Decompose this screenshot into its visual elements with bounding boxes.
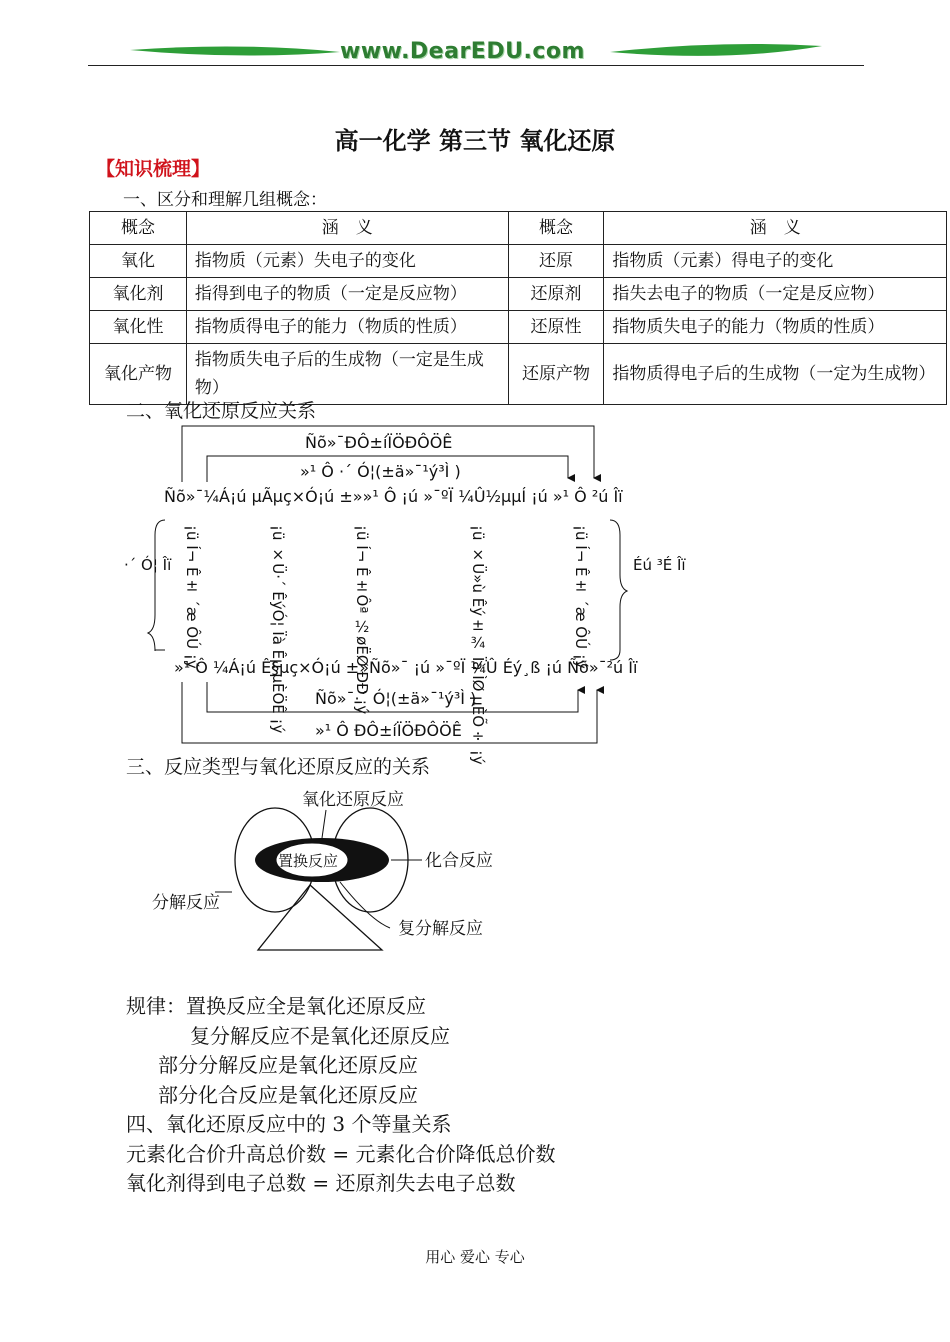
bottom-row-text: »¹ Ô ¼Á¡ú Ê§µç×Ó¡ú ±»Ñõ»¯ ¡ú »¯ºÏ ¼Û Éý¸ß ¡ú Ñõ»¯²ú Îï <box>174 658 638 677</box>
decomposition-label: 分解反应 <box>152 893 220 913</box>
right-brace <box>610 520 627 660</box>
table-header: 概念 <box>508 212 604 245</box>
table-cell: 氧化剂 <box>90 278 187 311</box>
section3-heading: 三、反应类型与氧化还原反应的关系 <box>126 756 431 778</box>
reaction-type-venn <box>140 780 520 960</box>
table-header-row <box>90 212 947 245</box>
table-cell: 氧化产物 <box>90 344 187 405</box>
bottom-arrow-label-1: Ñõ»¯·´ Ó¦(±ä»¯¹ý³Ì ) <box>315 689 477 708</box>
table-header: 涵 义 <box>186 212 508 245</box>
table-row <box>90 311 947 344</box>
column-5-text: ¡ü Í¬ Ê± ´æ ÔÚ ¡ý <box>572 525 590 669</box>
combination-label: 化合反应 <box>425 851 493 871</box>
top-arrow-label-1: Ñõ»¯ÐÔ±íÏÖÐÔÖÊ <box>305 433 453 452</box>
top-arrow-label-2: »¹ Ô ·´ Ó¦(±ä»¯¹ý³Ì ) <box>300 462 461 481</box>
page-title: 高一化学 第三节 氧化还原 <box>334 126 616 155</box>
table-cell: 指物质失电子后的生成物（一定是生成物） <box>186 344 508 405</box>
rule-line-3: 部分分解反应是氧化还原反应 <box>158 1053 418 1077</box>
left-brace <box>148 520 165 651</box>
right-label: Éú ³É Îï <box>633 556 686 574</box>
double-decomposition-triangle <box>258 885 382 950</box>
table-cell: 指物质得电子后的生成物（一定为生成物） <box>604 344 947 405</box>
equality-line-2: 氧化剂得到电子总数 = 还原剂失去电子总数 <box>126 1171 516 1195</box>
section2-heading: 二、氧化还原反应关系 <box>126 400 317 422</box>
section-tag: 【知识梳理】 <box>96 158 211 180</box>
displacement-label: 置换反应 <box>278 852 339 870</box>
top-row-text: Ñõ»¯¼Á¡ú µÃµç×Ó¡ú ±»»¹ Ô ¡ú »¯ºÏ ¼Û½µµÍ ¡ú »¹ Ô ²ú Îï <box>164 487 623 506</box>
bottom-arrow-label-2: »¹ Ô ÐÔ±íÏÖÐÔÖÊ <box>315 721 462 740</box>
table-cell: 指物质（元素）失电子的变化 <box>186 245 508 278</box>
rule-line-1: 规律：置换反应全是氧化还原反应 <box>126 994 426 1018</box>
section1-heading: 一、区分和理解几组概念： <box>123 190 327 210</box>
table-header: 涵 义 <box>604 212 947 245</box>
column-1-text: ¡ü Í¬ Ê± ´æ ÔÚ ¡ý <box>183 525 201 669</box>
double-decomposition-label: 复分解反应 <box>398 919 483 939</box>
column-3-text: ¡ü Í¬ Ê±Ôª ½øËØ ÐÐ ¡ý <box>353 525 371 715</box>
table-cell: 还原剂 <box>508 278 604 311</box>
double-decomposition-leader <box>340 882 390 928</box>
table-cell: 指物质失电子的能力（物质的性质） <box>604 311 947 344</box>
table-row <box>90 245 947 278</box>
site-logo-text: www.DearEDU.com <box>340 39 585 64</box>
left-label: ·´ Ó¦ Îï <box>124 556 172 574</box>
table-cell: 氧化 <box>90 245 187 278</box>
redox-relation-diagram <box>100 420 686 765</box>
equality-line-1: 元素化合价升高总价数 = 元素化合价降低总价数 <box>126 1142 556 1166</box>
header-rule <box>88 65 864 66</box>
table-cell: 指物质得电子的能力（物质的性质） <box>186 311 508 344</box>
column-2-text: ¡ü ×Ü·´ ÊýÓ¦ Ïà Êµ µÈÖÊ ¡ý <box>269 525 287 734</box>
section4-heading: 四、氧化还原反应中的 3 个等量关系 <box>126 1112 452 1136</box>
table-cell: 指物质（元素）得电子的变化 <box>604 245 947 278</box>
table-row <box>90 278 947 311</box>
rule-line-2: 复分解反应不是氧化还原反应 <box>190 1024 450 1048</box>
redox-label: 氧化还原反应 <box>302 790 404 810</box>
concept-table <box>89 211 947 405</box>
table-header: 概念 <box>90 212 187 245</box>
table-cell: 指得到电子的物质（一定是反应物） <box>186 278 508 311</box>
redox-leader <box>322 810 326 838</box>
table-cell: 氧化性 <box>90 311 187 344</box>
table-cell: 还原产物 <box>508 344 604 405</box>
table-cell: 指失去电子的物质（一定是反应物） <box>604 278 947 311</box>
column-4-text: ¡ü ×Ü»ù Êý±¾ Ïà ÌØ µÈÕ÷ ¡ý <box>469 525 487 765</box>
table-cell: 还原 <box>508 245 604 278</box>
page-footer: 用心 爱心 专心 <box>425 1248 525 1266</box>
rule-line-4: 部分化合反应是氧化还原反应 <box>158 1083 418 1107</box>
table-cell: 还原性 <box>508 311 604 344</box>
